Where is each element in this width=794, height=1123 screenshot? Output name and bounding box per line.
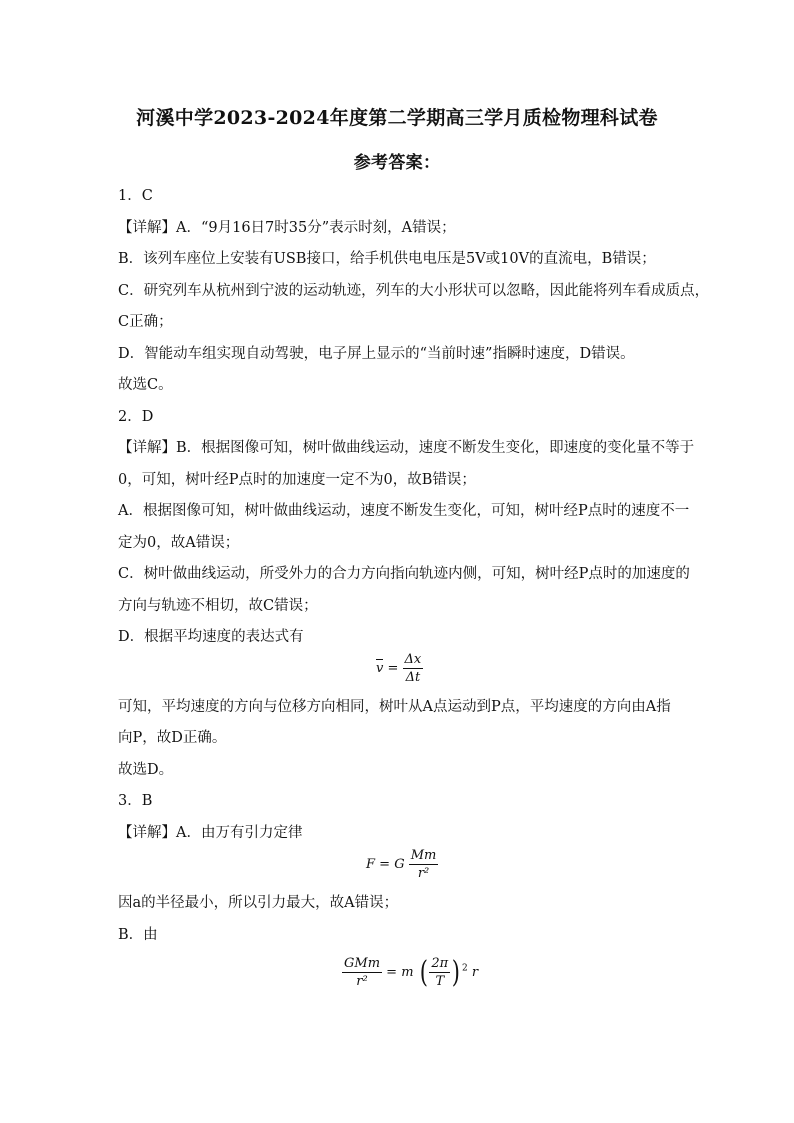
q2-explanation-c-cont: 方向与轨迹不相切，故C错误； bbox=[118, 598, 318, 614]
q2-explanation-d-cont: 可知，平均速度的方向与位移方向相同，树叶从A点运动到P点，平均速度的方向由A指 bbox=[118, 699, 671, 715]
formula-denominator: Δt bbox=[405, 670, 421, 685]
document-title: 河溪中学2023-2024年度第二学期高三学月质检物理科试卷 bbox=[136, 107, 658, 129]
formula-tail: r bbox=[471, 965, 479, 980]
question-3-number: 3．B bbox=[118, 793, 153, 809]
formula-fraction bbox=[403, 652, 424, 685]
formula-denominator: r² bbox=[356, 974, 368, 989]
formula-denominator: r² bbox=[417, 866, 430, 881]
formula-power: 2 bbox=[461, 963, 468, 974]
formula-numerator: 2π bbox=[431, 956, 449, 971]
formula-equals: = bbox=[387, 661, 399, 676]
q1-explanation-c: C．研究列车从杭州到宁波的运动轨迹，列车的大小形状可以忽略，因此能将列车看成质点， bbox=[118, 283, 710, 299]
right-paren: ) bbox=[451, 954, 461, 990]
formula-lhs: F bbox=[366, 857, 376, 872]
q2-explanation-a: A．根据图像可知，树叶做曲线运动，速度不断发生变化，可知，树叶经P点时的速度不一 bbox=[118, 503, 690, 519]
average-velocity-formula bbox=[376, 652, 423, 685]
q2-explanation-b-cont: 0，可知，树叶经P点时的加速度一定不为0，故B错误； bbox=[118, 472, 476, 488]
formula-numerator: GMm bbox=[344, 956, 381, 971]
q2-explanation-b: 【详解】B．根据图像可知，树叶做曲线运动，速度不断发生变化，即速度的变化量不等于 bbox=[118, 440, 695, 456]
q1-conclusion: 故选C。 bbox=[118, 377, 173, 393]
q1-explanation-d: D．智能动车组实现自动驾驶，电子屏上显示的“当前时速”指瞬时速度，D错误。 bbox=[118, 346, 635, 362]
q3-explanation-a: 【详解】A．由万有引力定律 bbox=[118, 825, 303, 841]
formula-numerator: Mm bbox=[410, 848, 437, 863]
answer-heading: 参考答案： bbox=[353, 153, 441, 173]
formula-paren-fraction bbox=[429, 956, 450, 989]
q3-explanation-a-cont: 因a的半径最小，所以引力最大，故A错误； bbox=[118, 895, 399, 911]
question-2-number: 2．D bbox=[118, 409, 154, 425]
q1-explanation-a: 【详解】A．“9月16日7时35分”表示时刻，A错误； bbox=[118, 220, 456, 236]
q1-explanation-c-cont: C正确； bbox=[118, 314, 173, 330]
question-1-number: 1．C bbox=[118, 188, 153, 204]
q1-explanation-b: B．该列车座位上安装有USB接口，给手机供电电压是5V或10V的直流电，B错误； bbox=[118, 251, 656, 267]
left-paren: ( bbox=[419, 954, 428, 990]
formula-numerator: Δx bbox=[404, 652, 422, 667]
q2-conclusion: 故选D。 bbox=[118, 762, 174, 778]
q2-explanation-d-end: 向P，故D正确。 bbox=[118, 730, 227, 746]
formula-lhs: v bbox=[376, 661, 384, 676]
q2-explanation-d: D．根据平均速度的表达式有 bbox=[118, 629, 304, 645]
formula-denominator: T bbox=[435, 974, 445, 989]
formula-equals: = G bbox=[379, 857, 405, 872]
formula-left-fraction bbox=[342, 956, 382, 989]
formula-equals: = m bbox=[386, 965, 414, 980]
q2-explanation-c: C．树叶做曲线运动，所受外力的合力方向指向轨迹内侧，可知，树叶经P点时的加速度的 bbox=[118, 566, 690, 582]
formula-fraction bbox=[409, 848, 439, 881]
q3-explanation-b: B．由 bbox=[118, 927, 158, 943]
circular-motion-formula bbox=[342, 956, 478, 989]
q2-explanation-a-cont: 定为0，故A错误； bbox=[118, 535, 240, 551]
gravitation-formula bbox=[366, 848, 438, 881]
